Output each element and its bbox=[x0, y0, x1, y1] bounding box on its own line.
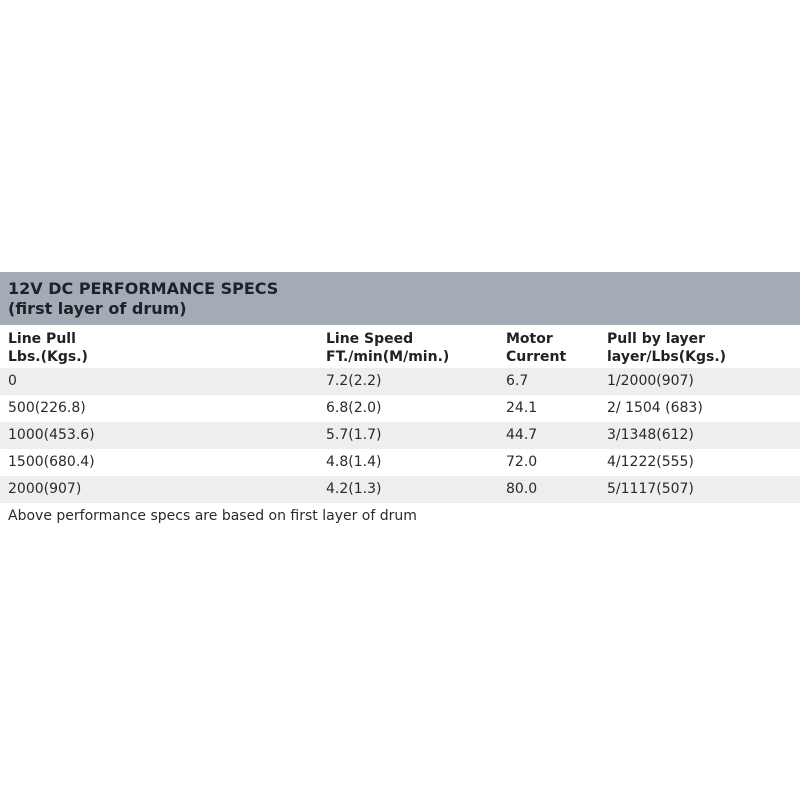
cell-pull-by-layer: 1/2000(907) bbox=[599, 368, 800, 395]
column-header-line: Line Pull bbox=[8, 331, 76, 347]
column-header-motor-current bbox=[498, 325, 599, 368]
table-row bbox=[0, 395, 800, 422]
cell-pull-by-layer: 5/1117(507) bbox=[599, 476, 800, 503]
table-row bbox=[0, 476, 800, 503]
cell-pull-by-layer: 3/1348(612) bbox=[599, 422, 800, 449]
cell-line-speed: 4.8(1.4) bbox=[318, 449, 498, 476]
table-header-row bbox=[0, 325, 800, 368]
column-header-line: Pull by layer bbox=[607, 331, 706, 347]
column-header-line-pull bbox=[0, 325, 318, 368]
cell-motor-current: 24.1 bbox=[498, 395, 599, 422]
cell-line-speed: 5.7(1.7) bbox=[318, 422, 498, 449]
specs-subtitle: (first layer of drum) bbox=[8, 299, 187, 318]
column-header-line: layer/Lbs(Kgs.) bbox=[607, 349, 727, 365]
column-header-line: Line Speed bbox=[326, 331, 414, 347]
cell-motor-current: 80.0 bbox=[498, 476, 599, 503]
specs-footnote: Above performance specs are based on first layer of drum bbox=[8, 508, 417, 524]
specs-title: 12V DC PERFORMANCE SPECS bbox=[8, 279, 279, 298]
table-row bbox=[0, 449, 800, 476]
cell-motor-current: 72.0 bbox=[498, 449, 599, 476]
column-header-line: Lbs.(Kgs.) bbox=[8, 349, 88, 365]
cell-line-pull: 2000(907) bbox=[0, 476, 318, 503]
column-header-line-speed bbox=[318, 325, 498, 368]
table-row bbox=[0, 422, 800, 449]
cell-line-speed: 4.2(1.3) bbox=[318, 476, 498, 503]
cell-line-pull: 1500(680.4) bbox=[0, 449, 318, 476]
column-header-line: Motor bbox=[506, 331, 553, 347]
performance-specs-panel bbox=[0, 272, 800, 526]
cell-motor-current: 44.7 bbox=[498, 422, 599, 449]
column-header-line: FT./min(M/min.) bbox=[326, 349, 450, 365]
table-row bbox=[0, 368, 800, 395]
cell-line-speed: 7.2(2.2) bbox=[318, 368, 498, 395]
column-header-line: Current bbox=[506, 349, 567, 365]
cell-line-pull: 0 bbox=[0, 368, 318, 395]
column-header-pull-by-layer bbox=[599, 325, 800, 368]
cell-motor-current: 6.7 bbox=[498, 368, 599, 395]
cell-line-pull: 1000(453.6) bbox=[0, 422, 318, 449]
cell-line-pull: 500(226.8) bbox=[0, 395, 318, 422]
specs-title-bar bbox=[0, 272, 800, 325]
cell-pull-by-layer: 4/1222(555) bbox=[599, 449, 800, 476]
cell-line-speed: 6.8(2.0) bbox=[318, 395, 498, 422]
specs-table bbox=[0, 325, 800, 503]
cell-pull-by-layer: 2/ 1504 (683) bbox=[599, 395, 800, 422]
